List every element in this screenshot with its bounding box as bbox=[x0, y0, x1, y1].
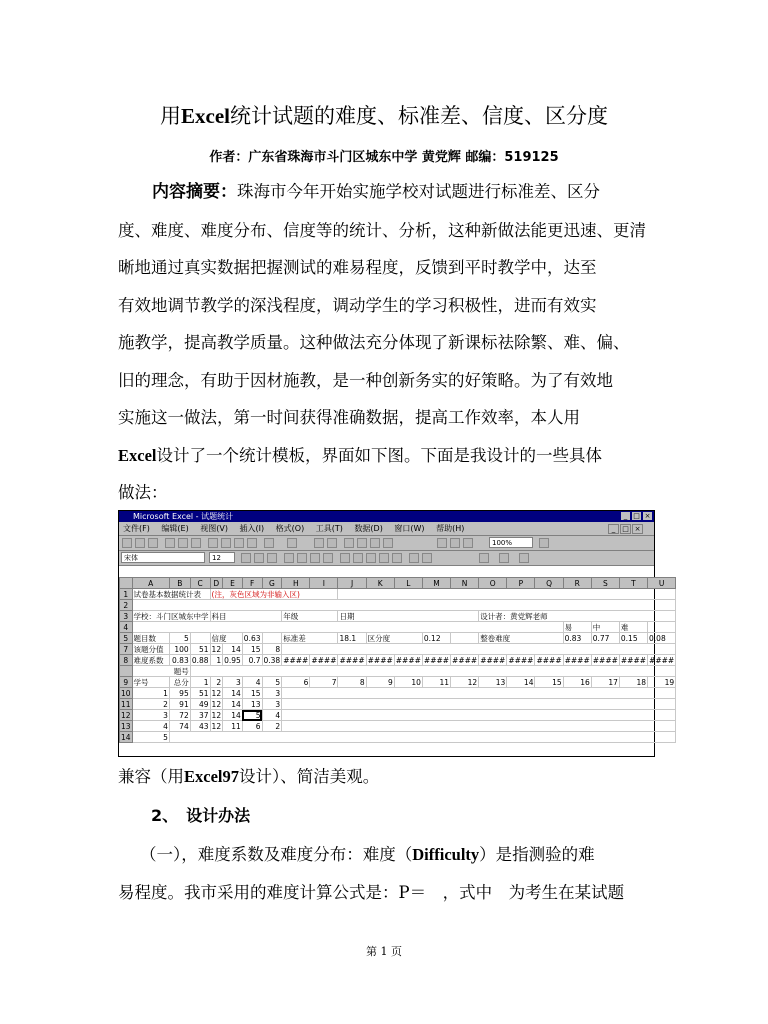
abstract-line-8 bbox=[118, 437, 658, 475]
row-header[interactable]: 12 bbox=[121, 710, 131, 720]
col-header-u[interactable]: U bbox=[648, 578, 676, 589]
save-icon[interactable] bbox=[148, 538, 158, 548]
col-header-p[interactable]: P bbox=[507, 578, 535, 589]
undo-icon[interactable] bbox=[264, 538, 274, 548]
copy-icon[interactable] bbox=[221, 538, 231, 548]
cell[interactable]: 1 bbox=[210, 655, 223, 666]
cell[interactable]: 学号 bbox=[132, 677, 169, 688]
italic-icon[interactable] bbox=[254, 553, 264, 563]
cell[interactable]: 72 bbox=[169, 710, 190, 721]
sheet-row-8 bbox=[120, 655, 676, 666]
cell[interactable]: 0.7 bbox=[242, 655, 262, 666]
office-assistant-icon[interactable] bbox=[539, 538, 549, 548]
cell[interactable]: 0.95 bbox=[224, 655, 241, 665]
web-icon[interactable] bbox=[327, 538, 337, 548]
cell[interactable]: #### bbox=[620, 655, 647, 665]
cell[interactable]: 4 bbox=[242, 677, 262, 688]
cell[interactable]: 0.12 bbox=[422, 633, 450, 644]
col-header-a[interactable]: A bbox=[132, 578, 169, 589]
sheet-row-11 bbox=[120, 699, 676, 710]
hyperlink-icon[interactable] bbox=[314, 538, 324, 548]
font-name-select[interactable]: 宋体 bbox=[121, 552, 205, 563]
sheet-row-header-label bbox=[120, 666, 676, 677]
cut-icon[interactable] bbox=[208, 538, 218, 548]
cell[interactable]: #### bbox=[339, 655, 365, 665]
col-header-b[interactable]: B bbox=[169, 578, 190, 589]
abstract-line-4: 有效地调节教学的深浅程度，调动学生的学习积极性，进而有效实 bbox=[118, 295, 597, 315]
drawing-icon[interactable] bbox=[463, 538, 473, 548]
cell[interactable]: 74 bbox=[169, 721, 190, 732]
difficulty-line-2: 易程度。我市采用的难度计算公式是：P＝ ，式中 为考生在某试题 bbox=[118, 883, 625, 902]
col-header-d[interactable]: D bbox=[210, 578, 223, 589]
row-header[interactable]: 5 bbox=[120, 633, 133, 644]
cell[interactable]: 0.15 bbox=[619, 633, 647, 644]
cell[interactable] bbox=[190, 666, 675, 677]
cell[interactable]: 49 bbox=[190, 699, 210, 710]
difficulty-suffix: ）是指测验的难 bbox=[479, 845, 595, 864]
comma-icon[interactable] bbox=[366, 553, 376, 563]
cell[interactable]: #### bbox=[395, 655, 421, 665]
cell[interactable]: #### bbox=[311, 655, 337, 665]
cell[interactable]: 科目 bbox=[210, 611, 282, 622]
excel-window-title: Microsoft Excel - 试题统计 bbox=[133, 512, 234, 521]
cell[interactable] bbox=[190, 633, 210, 644]
format-toolbar bbox=[119, 551, 654, 566]
cell[interactable]: 信度 bbox=[210, 633, 242, 644]
cell[interactable]: 8 bbox=[262, 644, 282, 655]
cell[interactable]: 难度系数 bbox=[132, 655, 169, 666]
cell[interactable]: 10 bbox=[394, 677, 422, 688]
col-header-l[interactable]: L bbox=[394, 578, 422, 589]
doc-restore-icon[interactable]: □ bbox=[620, 524, 631, 534]
row-header[interactable]: 13 bbox=[121, 721, 131, 731]
sheet-row-2 bbox=[120, 600, 676, 611]
cell[interactable]: #### bbox=[508, 655, 534, 665]
col-header-o[interactable]: O bbox=[479, 578, 507, 589]
col-header-s[interactable]: S bbox=[591, 578, 619, 589]
abstract-text-1: 珠海市今年开始实施学校对试题进行标准差、区分 bbox=[237, 182, 600, 201]
difficulty-line-1 bbox=[118, 836, 658, 874]
sheet-row-3 bbox=[120, 611, 676, 622]
select-all-corner[interactable] bbox=[120, 578, 133, 589]
cell[interactable]: 6 bbox=[242, 721, 262, 732]
sheet-row-9 bbox=[120, 677, 676, 688]
menu-window[interactable]: 窗口(W) bbox=[394, 524, 425, 533]
cell[interactable]: 95 bbox=[169, 688, 190, 699]
col-header-g[interactable]: G bbox=[262, 578, 282, 589]
col-header-t[interactable]: T bbox=[619, 578, 647, 589]
doc-minimize-icon[interactable]: _ bbox=[608, 524, 619, 534]
title-excel: Excel bbox=[181, 104, 230, 128]
function-icon[interactable] bbox=[357, 538, 367, 548]
col-header-e[interactable]: E bbox=[223, 578, 243, 589]
cell[interactable]: 11 bbox=[223, 721, 243, 732]
cell[interactable]: 4 bbox=[132, 721, 169, 732]
cell[interactable]: 91 bbox=[169, 699, 190, 710]
col-header-f[interactable]: F bbox=[242, 578, 262, 589]
menu-tools[interactable]: 工具(T) bbox=[315, 524, 343, 533]
abstract-line-5: 施教学，提高教学质量。这种做法充分体现了新课标祛除繁、难、偏、 bbox=[118, 333, 630, 352]
cell[interactable]: 1 bbox=[132, 688, 169, 699]
sort-desc-icon[interactable] bbox=[383, 538, 393, 548]
difficulty-prefix: （一），难度系数及难度分布：难度（ bbox=[140, 845, 413, 864]
cell[interactable] bbox=[648, 622, 676, 633]
menu-view[interactable]: 视图(V) bbox=[200, 524, 228, 533]
row-header[interactable]: 10 bbox=[121, 688, 131, 698]
percent-icon[interactable] bbox=[353, 553, 363, 563]
cell[interactable]: 15 bbox=[242, 644, 262, 655]
cell[interactable]: 37 bbox=[190, 710, 210, 721]
row-header[interactable]: 3 bbox=[120, 611, 133, 622]
cell[interactable]: 区分度 bbox=[366, 633, 422, 644]
excel-title-bar bbox=[119, 511, 654, 522]
cell[interactable]: 4 bbox=[262, 710, 282, 721]
cell[interactable]: 51 bbox=[190, 688, 210, 699]
abstract-line-6: 旧的理念，有助于因材施教，是一种创新务实的好策略。为了有效地 bbox=[118, 370, 613, 390]
abstract-lead: 内容摘要： bbox=[152, 182, 237, 202]
preview-icon[interactable] bbox=[178, 538, 188, 548]
section-heading: 2、 设计办法 bbox=[151, 806, 251, 825]
cell[interactable]: 3 bbox=[132, 710, 169, 721]
cell[interactable]: 12 bbox=[211, 644, 222, 654]
abstract-excel: Excel bbox=[118, 445, 157, 465]
col-header-h[interactable]: H bbox=[282, 578, 310, 589]
cell[interactable]: 11 bbox=[422, 677, 450, 688]
cell[interactable]: 12 bbox=[211, 699, 222, 709]
align-right-icon[interactable] bbox=[310, 553, 320, 563]
cell[interactable]: 0.83 bbox=[169, 655, 190, 666]
borders-icon[interactable] bbox=[479, 553, 489, 563]
doc-close-icon[interactable]: × bbox=[632, 524, 643, 534]
cell[interactable]: #### bbox=[367, 655, 393, 665]
cell[interactable]: 0.08 bbox=[648, 633, 676, 644]
cell[interactable]: 中 bbox=[591, 622, 619, 633]
cell[interactable] bbox=[282, 721, 676, 732]
spell-icon[interactable] bbox=[191, 538, 201, 548]
cell[interactable] bbox=[262, 633, 282, 644]
bold-icon[interactable] bbox=[241, 553, 251, 563]
sheet-row-4 bbox=[120, 622, 676, 633]
cell[interactable]: 0.63 bbox=[243, 633, 261, 643]
cell[interactable]: 12 bbox=[211, 721, 222, 731]
title-suffix: 统计试题的难度、标准差、信度、区分度 bbox=[229, 104, 608, 128]
cell[interactable]: 整卷难度 bbox=[479, 633, 563, 644]
cell[interactable]: #### bbox=[536, 655, 562, 665]
cell[interactable]: (注，灰色区域为非输入区) bbox=[210, 589, 338, 600]
cell[interactable]: #### bbox=[283, 655, 309, 665]
menu-edit[interactable]: 编辑(E) bbox=[161, 524, 189, 533]
cell[interactable]: 3 bbox=[223, 677, 243, 688]
cell[interactable]: 题号 bbox=[132, 666, 190, 677]
sheet-row-14 bbox=[120, 732, 676, 743]
row-header[interactable]: 4 bbox=[120, 622, 133, 633]
cell[interactable]: 19 bbox=[648, 677, 676, 688]
abstract-line-1 bbox=[118, 173, 658, 212]
menu-help[interactable]: 帮助(H) bbox=[436, 524, 465, 533]
cell[interactable]: 3 bbox=[262, 688, 282, 699]
cell[interactable]: 5 bbox=[262, 677, 282, 688]
cell[interactable] bbox=[282, 688, 676, 699]
row-header[interactable]: 11 bbox=[121, 699, 131, 709]
cell[interactable]: 年级 bbox=[282, 611, 338, 622]
cell[interactable]: 15 bbox=[535, 677, 563, 688]
cell[interactable]: 14 bbox=[223, 710, 243, 721]
cell[interactable]: #### bbox=[423, 655, 450, 665]
author-line: 作者：广东省珠海市斗门区城东中学 黄党辉 邮编：519125 bbox=[209, 150, 559, 165]
compat-suffix: 设计）、简洁美观。 bbox=[239, 767, 380, 786]
cell[interactable]: 14 bbox=[223, 688, 243, 699]
col-header-j[interactable]: J bbox=[338, 578, 366, 589]
merge-center-icon[interactable] bbox=[323, 553, 333, 563]
cell[interactable]: 易 bbox=[563, 622, 591, 633]
menu-file[interactable]: 文件(F) bbox=[123, 524, 150, 533]
cell[interactable]: 8 bbox=[338, 677, 366, 688]
col-header-c[interactable]: C bbox=[190, 578, 210, 589]
autosum-icon[interactable] bbox=[344, 538, 354, 548]
format-painter-icon[interactable] bbox=[247, 538, 257, 548]
cell[interactable]: 13 bbox=[479, 677, 507, 688]
menu-data[interactable]: 数据(D) bbox=[354, 524, 383, 533]
compat-line bbox=[118, 763, 379, 787]
menu-format[interactable]: 格式(O) bbox=[275, 524, 305, 533]
cell[interactable]: 14 bbox=[223, 644, 243, 655]
cell[interactable] bbox=[132, 622, 563, 633]
align-center-icon[interactable] bbox=[297, 553, 307, 563]
row-header[interactable]: 8 bbox=[120, 655, 133, 666]
cell[interactable] bbox=[338, 589, 676, 600]
cell[interactable] bbox=[282, 710, 676, 721]
page-footer: 第 1 页 bbox=[366, 945, 402, 958]
cell[interactable]: 试卷基本数据统计表 bbox=[132, 589, 210, 600]
cell[interactable]: 题目数 bbox=[132, 633, 169, 644]
cell[interactable]: 2 bbox=[210, 677, 223, 688]
row-header[interactable]: 1 bbox=[120, 589, 133, 600]
map-icon[interactable] bbox=[450, 538, 460, 548]
cell[interactable]: 9 bbox=[366, 677, 394, 688]
cell[interactable]: 16 bbox=[563, 677, 591, 688]
row-header[interactable]: 9 bbox=[120, 677, 133, 688]
close-icon[interactable]: × bbox=[644, 512, 651, 520]
cell[interactable]: 0.77 bbox=[591, 633, 619, 644]
row-header[interactable]: 14 bbox=[121, 732, 131, 742]
sheet-row-5 bbox=[120, 633, 676, 644]
cell[interactable]: 12 bbox=[211, 710, 222, 720]
increase-decimal-icon[interactable] bbox=[379, 553, 389, 563]
cell[interactable]: 12 bbox=[211, 688, 222, 698]
cell[interactable]: 18.1 bbox=[338, 633, 366, 644]
title-prefix: 用 bbox=[160, 104, 181, 128]
cell[interactable]: 51 bbox=[190, 644, 210, 655]
cell[interactable]: #### bbox=[480, 655, 506, 665]
cell[interactable]: 7 bbox=[310, 677, 338, 688]
cell[interactable]: 1 bbox=[190, 677, 210, 688]
cell[interactable] bbox=[282, 644, 676, 655]
cell[interactable]: #### bbox=[452, 655, 478, 665]
page-title bbox=[0, 100, 768, 130]
paste-icon[interactable] bbox=[234, 538, 244, 548]
open-icon[interactable] bbox=[135, 538, 145, 548]
cell[interactable]: 总分 bbox=[169, 677, 190, 688]
underline-icon[interactable] bbox=[267, 553, 277, 563]
print-icon[interactable] bbox=[165, 538, 175, 548]
cell[interactable]: 日期 bbox=[338, 611, 479, 622]
decrease-indent-icon[interactable] bbox=[409, 553, 419, 563]
excel-menu-bar bbox=[119, 522, 654, 536]
abstract-line-9: 做法： bbox=[118, 483, 168, 502]
currency-icon[interactable] bbox=[340, 553, 350, 563]
cell[interactable]: 43 bbox=[190, 721, 210, 732]
sheet-row-7 bbox=[120, 644, 676, 655]
col-header-i[interactable]: I bbox=[310, 578, 338, 589]
font-color-icon[interactable] bbox=[519, 553, 529, 563]
row-header[interactable] bbox=[120, 666, 133, 677]
cell[interactable] bbox=[132, 600, 676, 611]
maximize-icon[interactable]: □ bbox=[633, 512, 640, 520]
excel-screenshot bbox=[118, 510, 675, 757]
row-header[interactable]: 2 bbox=[120, 600, 133, 611]
cell[interactable] bbox=[282, 699, 676, 710]
cell[interactable]: 17 bbox=[591, 677, 619, 688]
abstract-paragraph bbox=[118, 173, 658, 512]
cell[interactable]: 6 bbox=[282, 677, 310, 688]
cell[interactable]: 0.38 bbox=[263, 655, 281, 665]
worksheet-grid bbox=[119, 577, 675, 756]
sheet-row-1 bbox=[120, 589, 676, 600]
cell[interactable]: #### bbox=[564, 655, 590, 665]
cell[interactable]: 0.83 bbox=[563, 633, 591, 644]
cell[interactable]: 18 bbox=[619, 677, 647, 688]
align-left-icon[interactable] bbox=[284, 553, 294, 563]
font-size-select[interactable]: 12 bbox=[209, 552, 235, 563]
cell[interactable]: #### bbox=[649, 655, 675, 665]
cell[interactable]: 5 bbox=[169, 633, 190, 644]
cell[interactable] bbox=[451, 633, 479, 644]
col-header-n[interactable]: N bbox=[451, 578, 479, 589]
fill-color-icon[interactable] bbox=[499, 553, 509, 563]
abstract-line-3: 晰地通过真实数据把握测试的难易程度，反馈到平时教学中，达至 bbox=[118, 258, 597, 277]
worksheet-table bbox=[119, 577, 676, 743]
minimize-icon[interactable]: _ bbox=[621, 512, 630, 520]
cell[interactable]: 5 bbox=[132, 732, 169, 743]
sheet-row-12 bbox=[120, 710, 676, 721]
menu-insert[interactable]: 插入(I) bbox=[239, 524, 265, 533]
cell[interactable]: 100 bbox=[169, 644, 190, 655]
sheet-row-10 bbox=[120, 688, 676, 699]
cell[interactable]: 难 bbox=[619, 622, 647, 633]
zoom-select[interactable]: 100% bbox=[489, 537, 533, 548]
cell[interactable] bbox=[169, 732, 675, 743]
col-header-m[interactable]: M bbox=[422, 578, 450, 589]
cell[interactable]: 3 bbox=[262, 699, 282, 710]
sheet-row-13 bbox=[120, 721, 676, 732]
cell[interactable]: 15 bbox=[242, 688, 262, 699]
column-header-row bbox=[120, 578, 676, 589]
cell[interactable]: 2 bbox=[132, 699, 169, 710]
abstract-line-2: 度、难度、难度分布、信度等的统计、分析，这种新做法能更迅速、更清 bbox=[118, 220, 646, 240]
compat-prefix: 兼容（用 bbox=[118, 767, 184, 786]
abstract-line-7: 实施这一做法，第一时间获得准确数据，提高工作效率，本人用 bbox=[118, 408, 580, 427]
sort-asc-icon[interactable] bbox=[370, 538, 380, 548]
col-header-k[interactable]: K bbox=[366, 578, 394, 589]
cell[interactable]: 该题分值 bbox=[132, 644, 169, 655]
decrease-decimal-icon[interactable] bbox=[392, 553, 402, 563]
compat-excel97: Excel97 bbox=[184, 767, 239, 786]
cell[interactable]: 2 bbox=[262, 721, 282, 732]
row-header[interactable]: 7 bbox=[120, 644, 133, 655]
cell[interactable]: 标准差 bbox=[282, 633, 338, 644]
cell[interactable]: 14 bbox=[507, 677, 535, 688]
cell[interactable]: 设计者：黄党辉老师 bbox=[479, 611, 676, 622]
col-header-q[interactable]: Q bbox=[535, 578, 563, 589]
redo-icon[interactable] bbox=[287, 538, 297, 548]
selected-cell[interactable]: 5 bbox=[242, 710, 262, 721]
new-icon[interactable] bbox=[122, 538, 132, 548]
cell[interactable]: 13 bbox=[242, 699, 262, 710]
col-header-r[interactable]: R bbox=[563, 578, 591, 589]
increase-indent-icon[interactable] bbox=[422, 553, 432, 563]
cell[interactable]: 0.88 bbox=[191, 655, 209, 665]
cell[interactable]: 12 bbox=[451, 677, 479, 688]
abstract-text-8: 设计了一个统计模板，界面如下图。下面是我设计的一些具体 bbox=[156, 445, 602, 465]
standard-toolbar bbox=[119, 536, 654, 551]
cell[interactable]: 学校：斗门区城东中学 bbox=[133, 611, 209, 621]
difficulty-term: Difficulty bbox=[412, 845, 480, 864]
cell[interactable]: 14 bbox=[223, 699, 243, 710]
chart-wizard-icon[interactable] bbox=[437, 538, 447, 548]
cell[interactable]: #### bbox=[592, 655, 618, 665]
difficulty-paragraph bbox=[118, 836, 658, 912]
